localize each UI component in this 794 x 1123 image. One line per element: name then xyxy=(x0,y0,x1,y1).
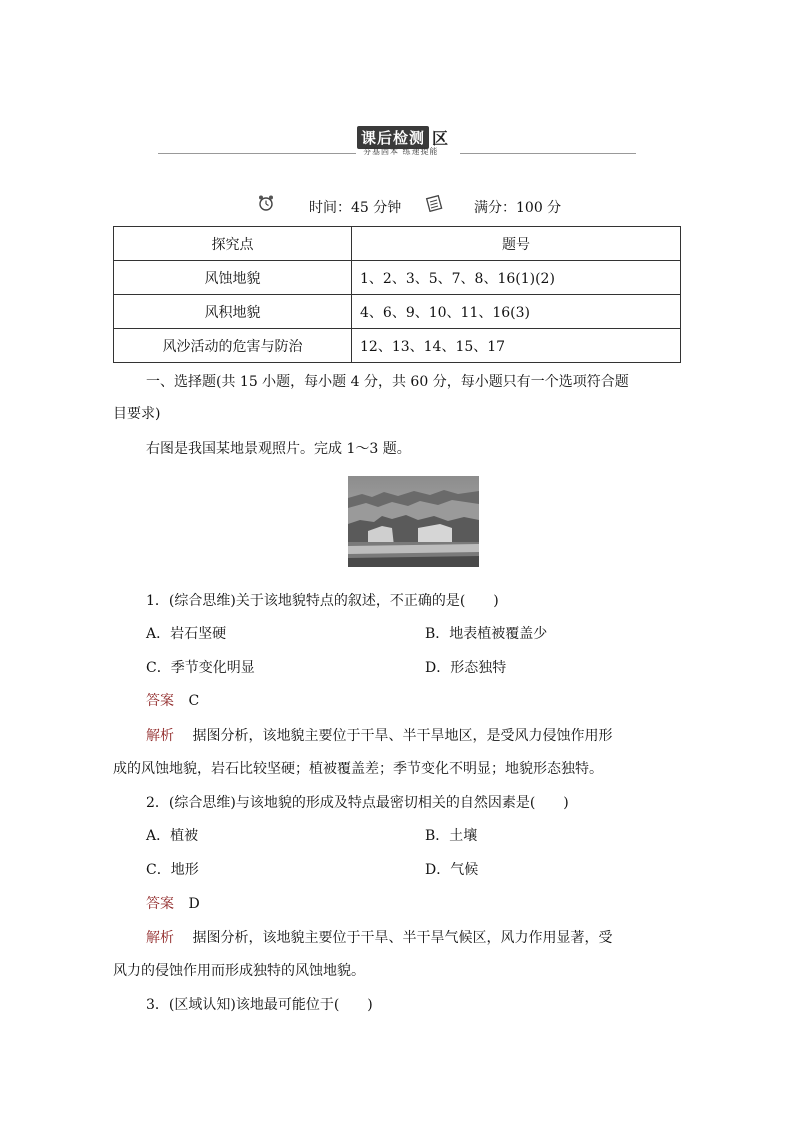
table-cell-questions: 4、6、9、10、11、16(3) xyxy=(352,295,681,329)
answer-line xyxy=(146,894,200,914)
question-stem: 3．(区域认知)该地最可能位于( ) xyxy=(146,997,373,1013)
banner-rule-right xyxy=(460,153,636,154)
table-row xyxy=(114,261,681,295)
table-cell-topic: 风沙活动的危害与防治 xyxy=(114,329,352,363)
analysis-line2: 风力的侵蚀作用而形成独特的风蚀地貌。 xyxy=(113,963,365,979)
full-score: 满分：100 分 xyxy=(474,200,562,216)
analysis-label: 解析 xyxy=(146,930,174,946)
answer-label: 答案 xyxy=(146,896,174,912)
table-cell-questions: 1、2、3、5、7、8、16(1)(2) xyxy=(352,261,681,295)
section-instructions-line1: 一、选择题(共 15 小题，每小题 4 分，共 60 分，每小题只有一个选项符合题 xyxy=(146,374,629,390)
table-row xyxy=(114,329,681,363)
table-header-row xyxy=(114,227,681,261)
banner-subtitle: 夯基固本 练速提能 xyxy=(363,147,439,156)
table-row xyxy=(114,295,681,329)
banner-title-tail: 区 xyxy=(432,128,449,148)
alarm-clock-icon xyxy=(257,194,275,212)
table-cell-questions: 12、13、14、15、17 xyxy=(352,329,681,363)
landform-photo xyxy=(348,476,479,567)
question-stem: 1．(综合思维)关于该地貌特点的叙述，不正确的是( ) xyxy=(146,593,499,609)
analysis-text: 据图分析，该地貌主要位于干旱、半干旱气候区，风力作用显著，受 xyxy=(192,930,613,946)
question-stem: 2．(综合思维)与该地貌的形成及特点最密切相关的自然因素是( ) xyxy=(146,795,569,811)
table-header-cell: 题号 xyxy=(352,227,681,261)
option-d: D．形态独特 xyxy=(425,660,507,676)
option-a: A．植被 xyxy=(146,828,199,844)
option-b: B．地表植被覆盖少 xyxy=(425,626,548,642)
analysis-line2: 成的风蚀地貌，岩石比较坚硬；植被覆盖差；季节变化不明显；地貌形态独特。 xyxy=(113,761,603,777)
section-banner xyxy=(357,127,448,147)
passage-intro: 右图是我国某地景观照片。完成 1～3 题。 xyxy=(146,441,411,457)
answer-label: 答案 xyxy=(146,693,174,709)
option-c: C．地形 xyxy=(146,862,199,878)
notebook-icon xyxy=(425,194,443,212)
table-cell-topic: 风积地貌 xyxy=(114,295,352,329)
table-header-cell: 探究点 xyxy=(114,227,352,261)
option-b: B．土壤 xyxy=(425,828,478,844)
section-instructions-line2: 目要求) xyxy=(113,406,161,422)
option-a: A．岩石坚硬 xyxy=(146,626,227,642)
analysis-text: 据图分析，该地貌主要位于干旱、半干旱地区，是受风力侵蚀作用形 xyxy=(192,728,613,744)
analysis-line1 xyxy=(146,928,612,948)
analysis-label: 解析 xyxy=(146,728,174,744)
option-d: D．气候 xyxy=(425,862,479,878)
analysis-line1 xyxy=(146,726,612,746)
answer-line xyxy=(146,691,199,711)
banner-rule-left xyxy=(158,153,356,154)
banner-title: 课后检测 xyxy=(357,126,429,149)
answer-value: C xyxy=(188,693,200,709)
time-limit: 时间：45 分钟 xyxy=(309,200,402,216)
topic-question-table xyxy=(113,226,681,363)
table-cell-topic: 风蚀地貌 xyxy=(114,261,352,295)
answer-value: D xyxy=(188,896,200,912)
option-c: C．季节变化明显 xyxy=(146,660,255,676)
